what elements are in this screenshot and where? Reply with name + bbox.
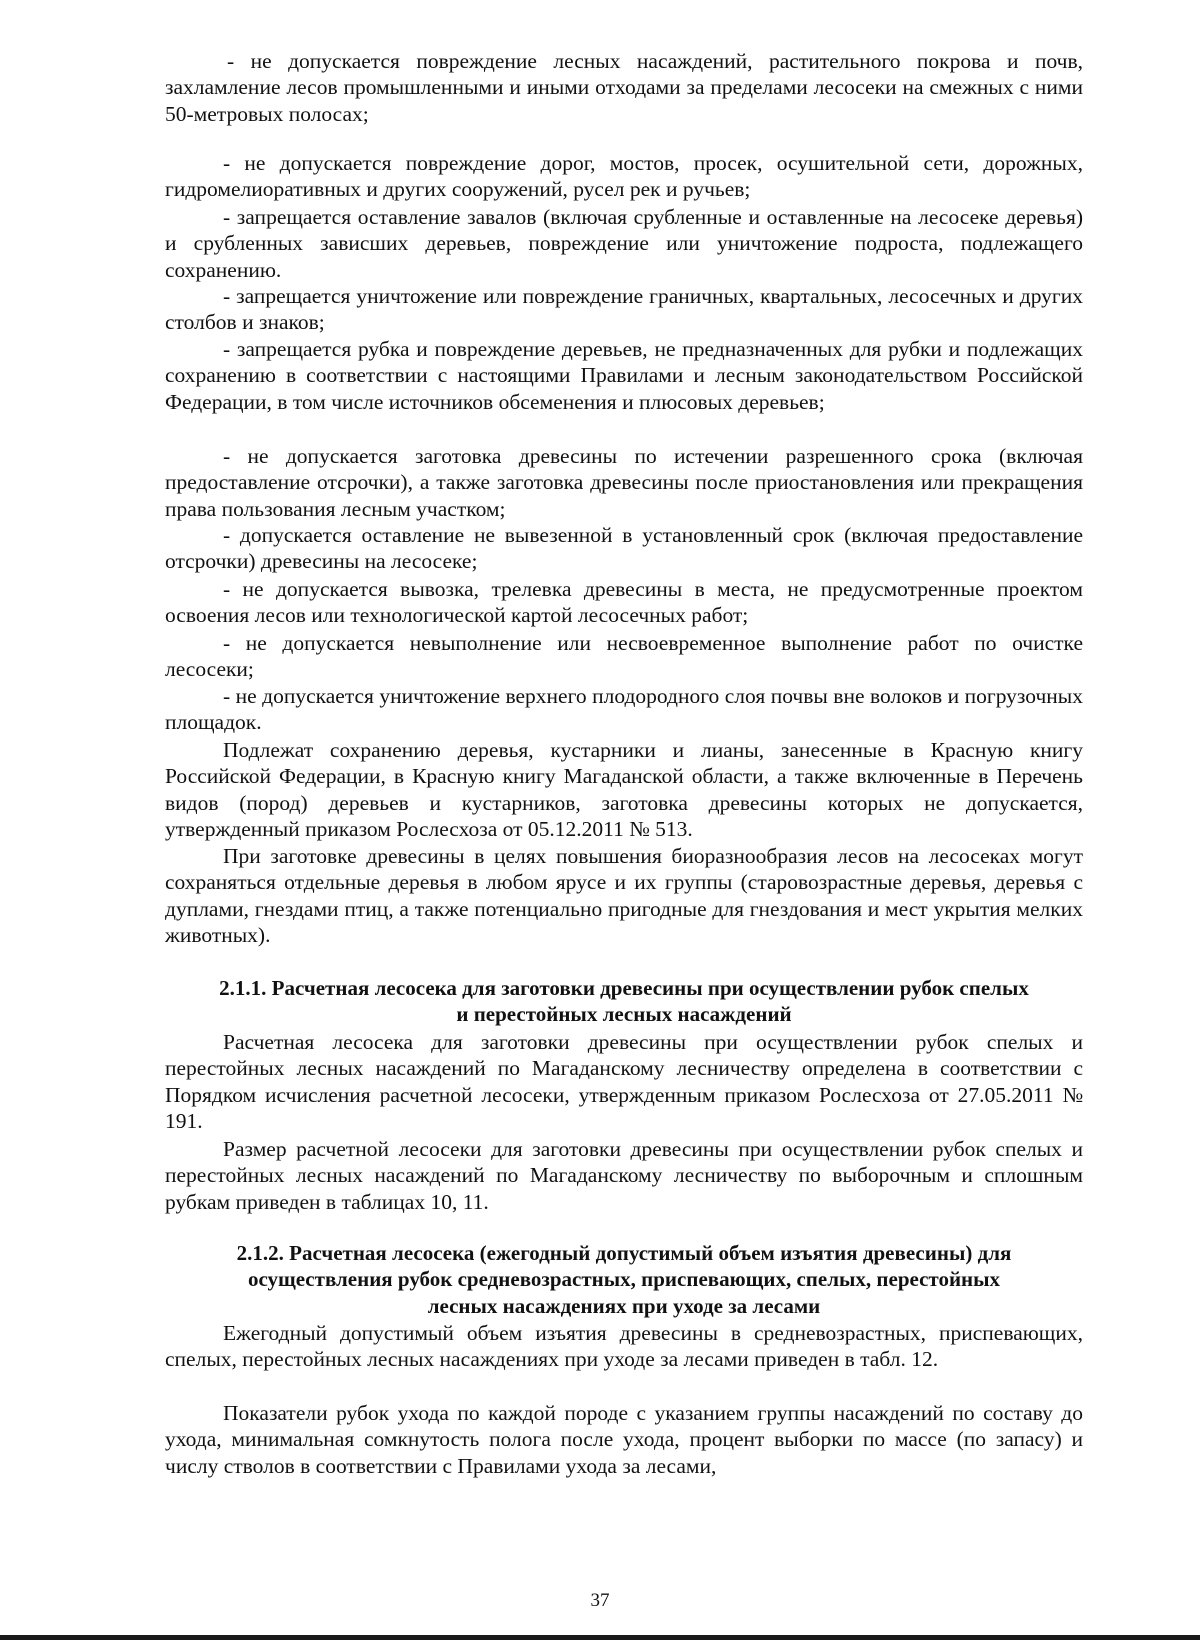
section-heading <box>165 1240 1083 1319</box>
paragraph: - не допускается повреждение лесных насаждений, растительного покрова и почв, захламление лесов промышленными и иными отходами за пределами лесосеки на смежных с ними 50-метровых полосах; <box>165 49 1083 126</box>
section-heading-line: 2.1.1. Расчетная лесосека для заготовки древесины при осуществлении рубок спелых <box>219 976 1029 1000</box>
section-heading-line: и перестойных лесных насаждений <box>456 1002 792 1027</box>
paragraph: - не допускается уничтожение верхнего плодородного слоя почвы вне волоков и погрузочных площадок. <box>165 684 1083 735</box>
section-heading-line: 2.1.2. Расчетная лесосека (ежегодный допустимый объем изъятия древесины) для <box>236 1241 1012 1265</box>
paragraph: Расчетная лесосека для заготовки древесины при осуществлении рубок спелых и перестойных лесных насаждений по Магаданскому лесничеству определена в соответствии с Порядком исчисления расчетной лесосеки, утвержденным приказом Рослесхоза от 27.05.2011 № 191. <box>165 1030 1083 1134</box>
section-heading <box>165 975 1083 1028</box>
paragraph: - запрещается уничтожение или повреждение граничных, квартальных, лесосечных и других столбов и знаков; <box>165 284 1083 335</box>
scan-edge-rule <box>0 1635 1200 1640</box>
paragraph: Показатели рубок ухода по каждой породе с указанием группы насаждений по составу до ухода, минимальная сомкнутость полога после ухода, процент выборки по массе (по запасу) и числу стволов в соответствии с Правилами ухода за лесами, <box>165 1401 1083 1478</box>
paragraph: Подлежат сохранению деревья, кустарники и лианы, занесенные в Красную книгу Российской Федерации, в Красную книгу Магаданской области, а также включенные в Перечень видов (пород) деревьев и кустарников, заготовка древесины которых не допускается, утвержденный приказом Рослесхоза от 05.12.2011 № 513. <box>165 738 1083 842</box>
paragraph: - допускается оставление не вывезенной в установленный срок (включая предоставление отсрочки) древесины на лесосеке; <box>165 523 1083 574</box>
paragraph: - не допускается невыполнение или несвоевременное выполнение работ по очистке лесосеки; <box>165 631 1083 682</box>
page-number: 37 <box>590 1590 610 1611</box>
section-heading-line: осуществления рубок средневозрастных, приспевающих, спелых, перестойных <box>247 1267 1001 1292</box>
paragraph: При заготовке древесины в целях повышения биоразнообразия лесов на лесосеках могут сохраняться отдельные деревья в любом ярусе и их группы (старовозрастные деревья, деревья с дуплами, гнездами птиц, а также потенциально пригодные для гнездования и мест укрытия мелких животных). <box>165 844 1083 948</box>
paragraph: Размер расчетной лесосеки для заготовки древесины при осуществлении рубок спелых и перестойных лесных насаждений по Магаданскому лесничеству по выборочным и сплошным рубкам приведен в таблицах 10, 11. <box>165 1137 1083 1214</box>
section-heading-line: лесных насаждениях при уходе за лесами <box>427 1293 821 1318</box>
paragraph: - не допускается повреждение дорог, мостов, просек, осушительной сети, дорожных, гидромелиоративных и других сооружений, русел рек и ручьев; <box>165 151 1083 202</box>
paragraph: - не допускается заготовка древесины по истечении разрешенного срока (включая предоставление отсрочки), а также заготовка древесины после приостановления или прекращения права пользования лесным участком; <box>165 444 1083 521</box>
paragraph: - запрещается рубка и повреждение деревьев, не предназначенных для рубки и подлежащих сохранению в соответствии с настоящими Правилами и лесным законодательством Российской Федерации, в том числе источников обсеменения и плюсовых деревьев; <box>165 337 1083 414</box>
paragraph: Ежегодный допустимый объем изъятия древесины в средневозрастных, приспевающих, спелых, перестойных лесных насаждениях при уходе за лесами приведен в табл. 12. <box>165 1321 1083 1372</box>
paragraph: - не допускается вывозка, трелевка древесины в места, не предусмотренные проектом освоения лесов или технологической картой лесосечных работ; <box>165 577 1083 628</box>
paragraph: - запрещается оставление завалов (включая срубленные и оставленные на лесосеке деревья) и срубленных зависших деревьев, повреждение или уничтожение подроста, подлежащего сохранению. <box>165 205 1083 282</box>
